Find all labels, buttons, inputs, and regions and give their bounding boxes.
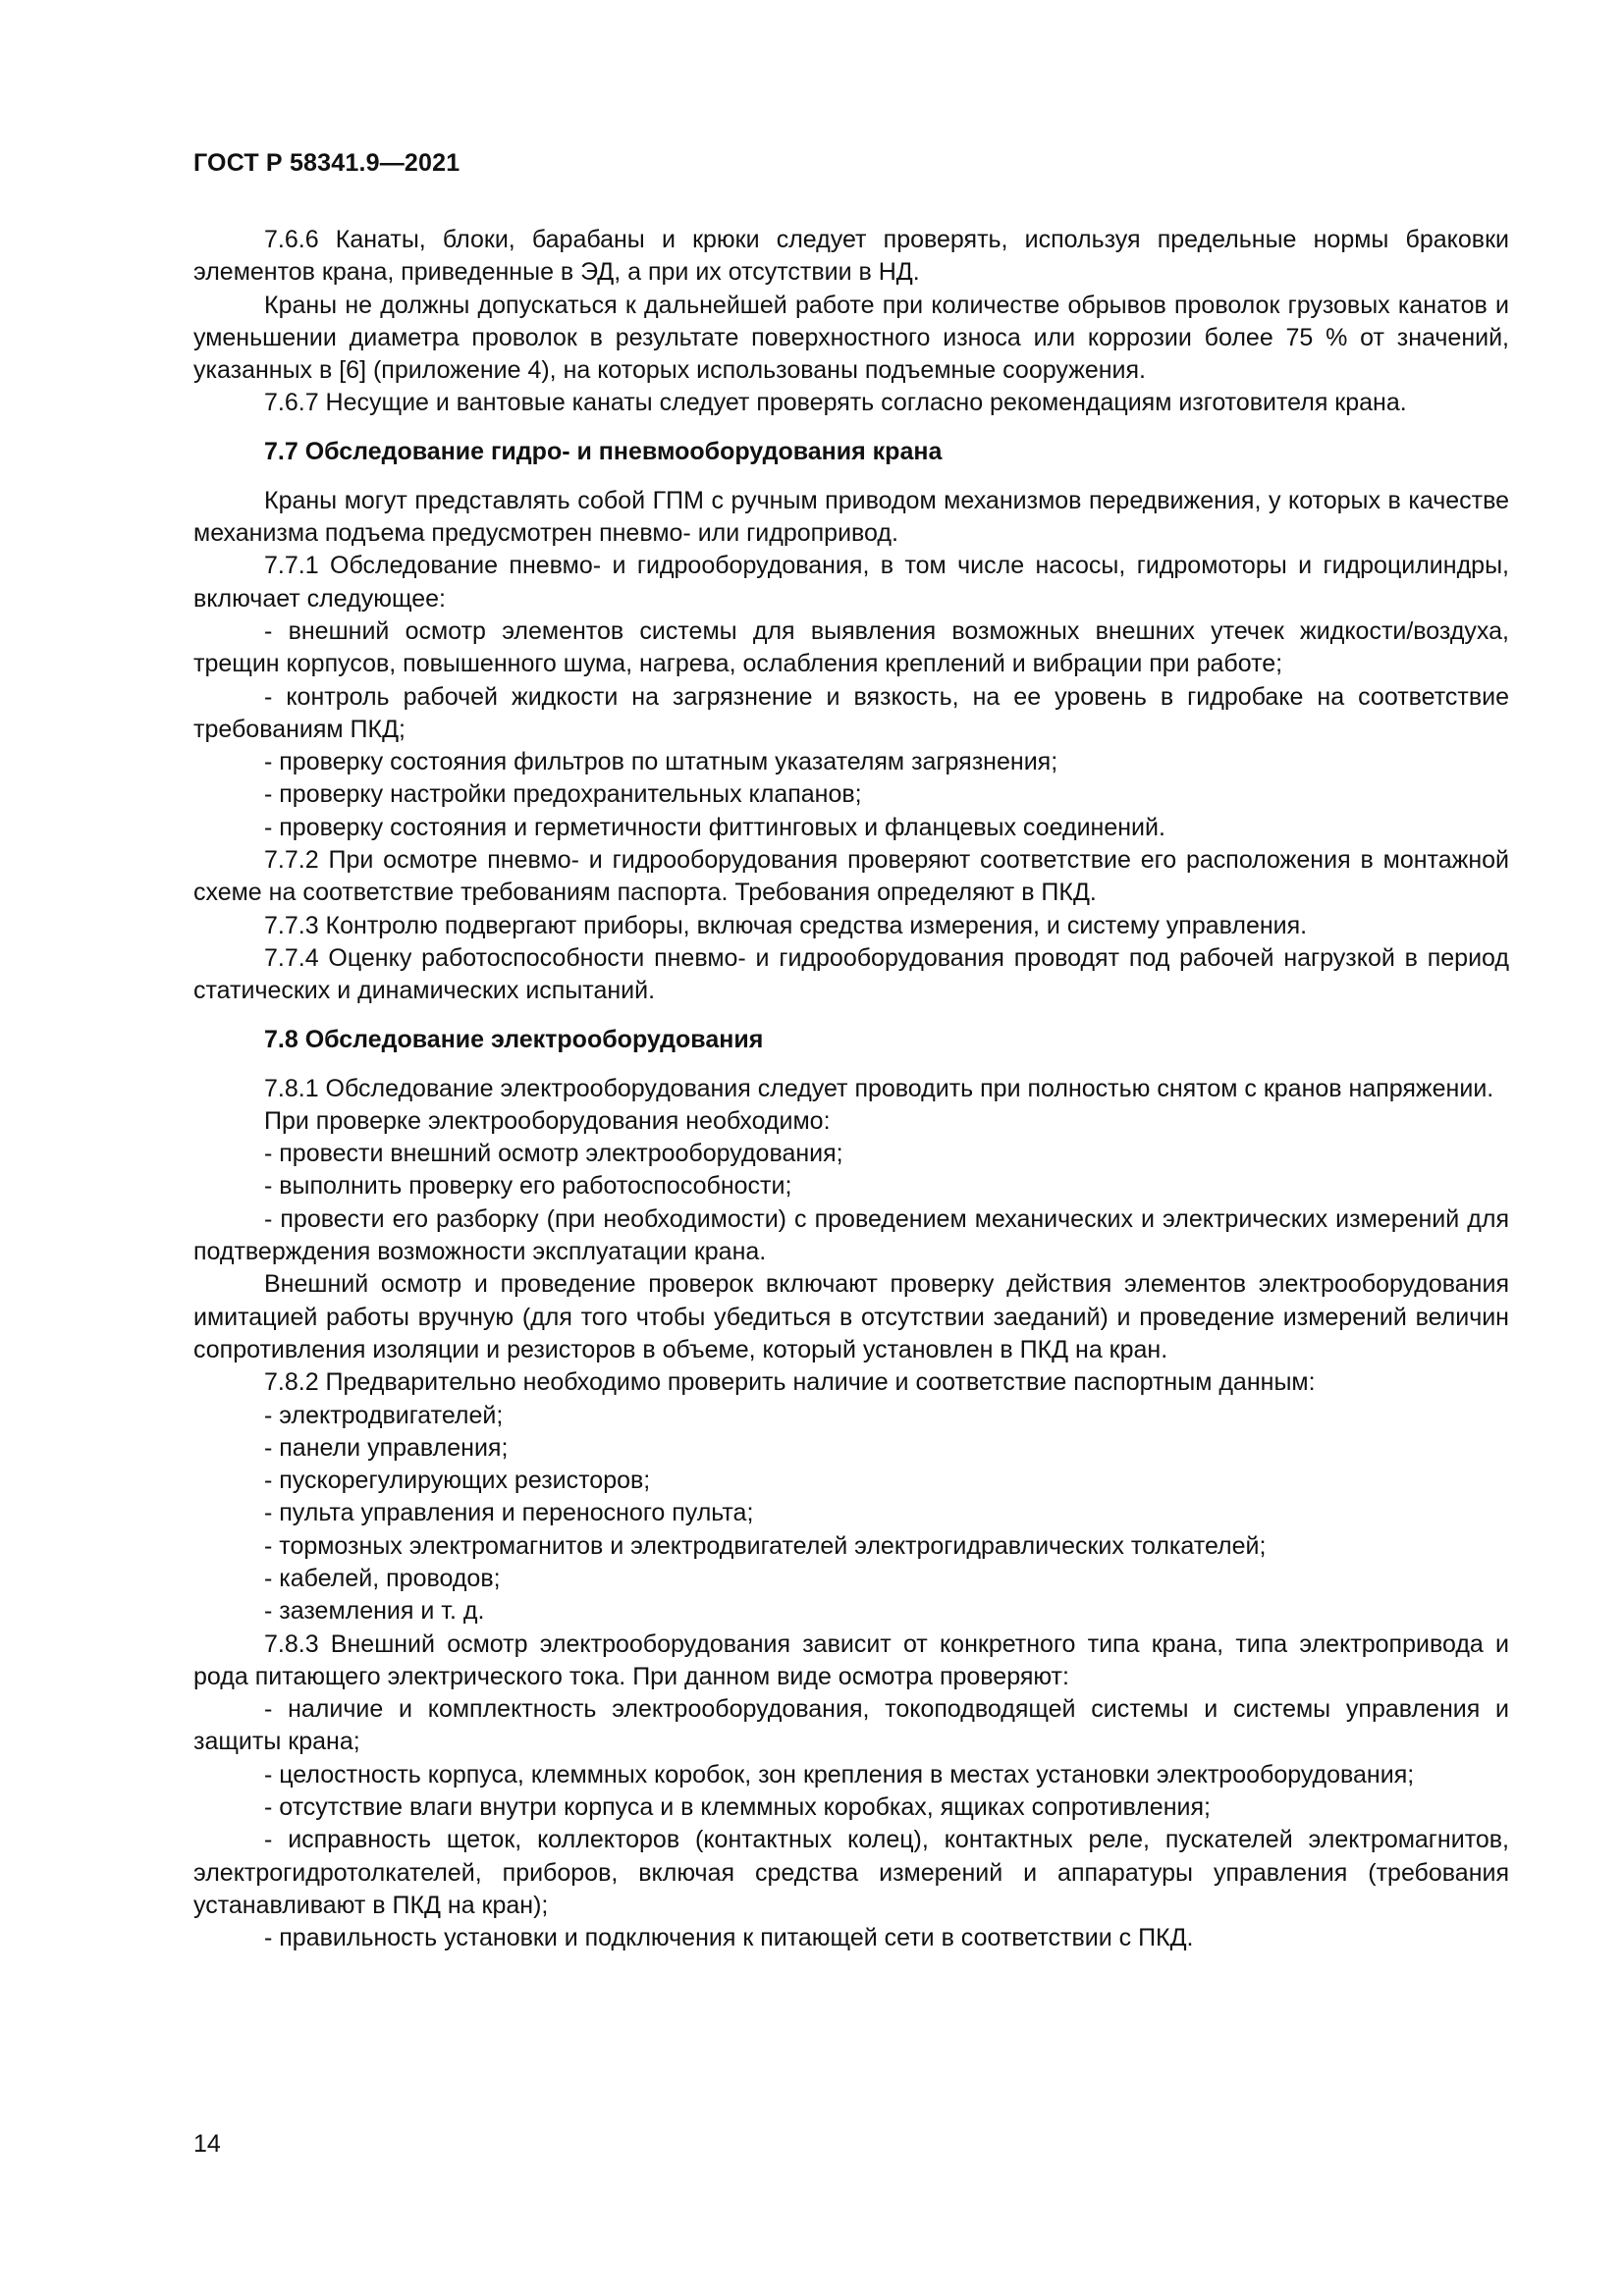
paragraph: 7.7.3 Контролю подвергают приборы, включая средства измерения, и систему управления.: [264, 911, 1308, 939]
list-item: - электродвигателей;: [264, 1401, 504, 1429]
section-7-6-continued: [193, 224, 1509, 420]
list-item: - проверку состояния фильтров по штатным указателям загрязнения;: [264, 748, 1058, 776]
paragraph: Краны могут представлять собой ГПМ с ручным приводом механизмов передвижения, у которых в качестве механизма подъема предусмотрен пневмо- или гидропривод.: [193, 486, 1509, 548]
list-item: - заземления и т. д.: [264, 1597, 485, 1626]
document-body: [193, 224, 1509, 1955]
page-number: 14: [193, 2130, 221, 2158]
list-item: - провести его разборку (при необходимости) с проведением механических и электрических измерений для подтверждения возможности эксплуатации крана.: [193, 1204, 1509, 1266]
section-7-7: [193, 436, 1509, 1008]
paragraph: 7.8.3 Внешний осмотр электрооборудования зависит от конкретного типа крана, типа электропривода и рода питающего электрического тока. При данном виде осмотра проверяют:: [193, 1629, 1509, 1690]
list-item: - отсутствие влаги внутри корпуса и в клеммных коробках, ящиках сопротивления;: [264, 1793, 1211, 1822]
paragraph: При проверке электрооборудования необходимо:: [264, 1106, 831, 1135]
list-item: - исправность щеток, коллекторов (контактных колец), контактных реле, пускателей электромагнитов, электрогидротолкателей, приборов, включая средства измерений и аппаратуры управления (требования устанавливают в ПКД на кран);: [193, 1826, 1509, 1919]
paragraph: 7.7.4 Оценку работоспособности пневмо- и гидрооборудования проводят под рабочей нагрузкой в период статических и динамических испытаний.: [193, 943, 1509, 1005]
paragraph: Внешний осмотр и проведение проверок включают проверку действия элементов электрооборудования имитацией работы вручную (для того чтобы убедиться в отсутствии заеданий) и проведение измерений величин сопротивления изоляции и резисторов в объеме, который установлен в ПКД на кран.: [193, 1270, 1509, 1363]
paragraph: 7.8.1 Обследование электрооборудования следует проводить при полностью снятом с кранов напряжении.: [264, 1074, 1494, 1102]
paragraph: 7.7.2 При осмотре пневмо- и гидрооборудования проверяют соответствие его расположения в монтажной схеме на соответствие требованиям паспорта. Требования определяют в ПКД.: [193, 846, 1509, 907]
section-7-8: [193, 1024, 1509, 1955]
list-item: - кабелей, проводов;: [264, 1564, 501, 1592]
list-item: - целостность корпуса, клеммных коробок, зон крепления в местах установки электрооборудования;: [264, 1760, 1415, 1789]
section-heading: 7.8 Обследование электрооборудования: [264, 1025, 764, 1053]
list-item: - выполнить проверку его работоспособности;: [264, 1172, 792, 1201]
paragraph: 7.6.6 Канаты, блоки, барабаны и крюки следует проверять, используя предельные нормы браковки элементов крана, приведенные в ЭД, а при их отсутствии в НД.: [193, 226, 1509, 287]
list-item: - внешний осмотр элементов системы для выявления возможных внешних утечек жидкости/воздуха, трещин корпусов, повышенного шума, нагрева, ослабления креплений и вибрации при работе;: [193, 616, 1509, 678]
list-item: - пульта управления и переносного пульта;: [264, 1499, 754, 1527]
list-item: - правильность установки и подключения к питающей сети в соответствии с ПКД.: [264, 1924, 1194, 1952]
list-item: - наличие и комплектность электрооборудования, токоподводящей системы и системы управления и защиты крана;: [193, 1695, 1509, 1756]
list-item: - панели управления;: [264, 1433, 509, 1462]
paragraph: Краны не должны допускаться к дальнейшей работе при количестве обрывов проволок грузовых канатов и уменьшении диаметра проволок в результате поверхностного износа или коррозии более 75 % от значений, указанных в [6] (приложение 4), на которых использованы подъемные сооружения.: [193, 291, 1509, 385]
list-item: - провести внешний осмотр электрооборудования;: [264, 1140, 843, 1168]
section-heading: 7.7 Обследование гидро- и пневмооборудования крана: [264, 437, 943, 465]
list-item: - проверку настройки предохранительных клапанов;: [264, 780, 862, 809]
paragraph: 7.7.1 Обследование пневмо- и гидрооборудования, в том числе насосы, гидромоторы и гидроцилиндры, включает следующее:: [193, 552, 1509, 613]
list-item: - контроль рабочей жидкости на загрязнение и вязкость, на ее уровень в гидробаке на соответствие требованиям ПКД;: [193, 682, 1509, 743]
list-item: - пускорегулирующих резисторов;: [264, 1467, 651, 1495]
paragraph: 7.8.2 Предварительно необходимо проверить наличие и соответствие паспортным данным:: [264, 1368, 1316, 1397]
document-code-header: ГОСТ Р 58341.9—2021: [193, 149, 460, 177]
paragraph: 7.6.7 Несущие и вантовые канаты следует проверять согласно рекомендациям изготовителя крана.: [264, 389, 1407, 417]
list-item: - проверку состояния и герметичности фиттинговых и фланцевых соединений.: [264, 813, 1165, 841]
list-item: - тормозных электромагнитов и электродвигателей электрогидравлических толкателей;: [264, 1531, 1267, 1560]
